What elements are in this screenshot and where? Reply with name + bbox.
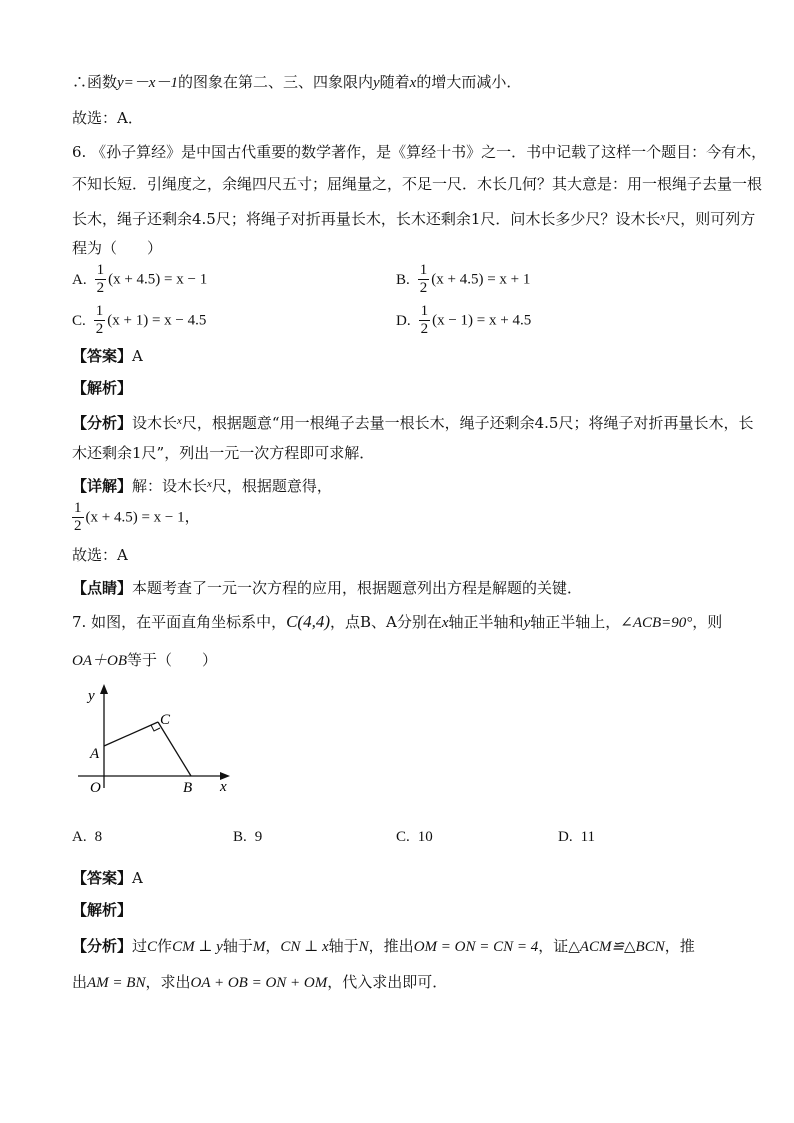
option-value: 8 [94,829,103,845]
text: 轴于 [328,937,359,955]
numerator: 1 [420,303,429,319]
text: ，推 [664,937,695,955]
answer-value: A [132,869,143,887]
text: 尺，根据题意“用一根绳子去量一根长木，绳子还剩余4.5尺；将绳子对折再量长木，长 [181,414,754,432]
point-c-coords: C(4,4) [286,612,331,631]
q6-text-line3 [72,207,755,229]
text: 等于（ ） [127,651,218,669]
equal-lengths: OM = ON = CN = 4 [413,939,539,955]
denominator: 2 [420,321,429,337]
option-value: 9 [254,829,263,845]
q6-xiangjie-line1 [72,474,332,496]
segment-cb [158,722,191,776]
q7-option-a [72,826,102,847]
conclusion-line [72,72,521,93]
fraction [418,262,430,297]
sum-eq: OA + OB = ON + OM [190,975,328,991]
answer-value: A [132,347,143,365]
text: 解：设木长 [132,477,208,495]
q7-fenxi-line1 [72,936,695,957]
detail-tag: 【详解】 [72,477,133,495]
equation-lhs: (x + 4.5) [431,271,484,288]
denominator: 2 [419,280,428,296]
q6-dianjing [72,578,582,598]
function-expr: y=－x－1 [117,75,178,91]
q7-option-d [558,826,595,847]
denominator: 2 [95,321,104,337]
q7-answer [72,868,143,888]
label-c: C [160,712,171,728]
equation-rhs: = x + 1 [483,271,531,288]
analysis-tag: 【分析】 [72,937,133,955]
label-o: O [90,780,101,796]
comment-tag: 【点睛】 [72,579,133,597]
q7-analysis-tag: 【解析】 [72,901,133,919]
perp-cn: CN ⊥ x [280,939,329,955]
congruence: △ACM≌△BCN [568,939,665,955]
q6-answer [72,346,143,366]
label-a: A [90,746,100,762]
var-x: x [207,478,212,490]
am-eq-bn: AM = BN [87,975,146,991]
equation-rhs: = x − 1 [160,271,208,288]
q7-text-line1 [72,612,722,633]
equation-rhs: = x + 4.5 [473,312,532,329]
text: ，代入求出即可． [327,973,448,991]
label-y: y [88,688,95,704]
option-label: B. [233,829,247,845]
q6-option-b [396,262,530,297]
choose-line: 故选：A． [72,109,143,127]
answer-tag: 【答案】 [72,869,133,887]
text: ，求出 [145,973,191,991]
option-label: A. [72,829,87,845]
fraction [95,262,107,297]
option-value: 10 [417,829,433,845]
answer-tag: 【答案】 [72,347,133,365]
text: ，点B、A分别在 [330,613,442,631]
q6-analysis-tag: 【解析】 [72,379,133,397]
q6-text-line1: 6. 《孙子算经》是中国古代重要的数学著作，是《算经十书》之一．书中记载了这样一个题目：今有木， [72,143,767,161]
option-label: C. [72,312,86,329]
q6-fenxi-line2: 木还剩余1尺”，列出一元一次方程即可求解． [72,444,375,462]
q6-option-a [72,262,207,297]
text: 出 [72,973,88,991]
q6-option-c [72,303,206,338]
text: 尺，则可列方 [665,210,756,228]
numerator: 1 [95,303,104,319]
option-label: C. [396,829,410,845]
text: 的增大而减小． [416,73,522,91]
q7-text-line2 [72,650,217,671]
var-y: y [372,75,380,91]
q6-equation [72,500,200,535]
var-n: N [358,939,369,955]
right-angle-mark [151,725,160,731]
var-x: x [409,75,417,91]
text: 随着 [379,73,410,91]
option-label: D. [396,312,411,329]
numerator: 1 [96,262,105,278]
text: 尺，根据题意得， [211,477,332,495]
option-value: 11 [580,829,596,845]
text: 设木长 [132,414,178,432]
equation-lhs: (x − 1) [432,312,474,329]
option-label: A. [72,271,87,288]
angle-acb: ∠ACB=90° [620,615,693,631]
text: 的图象在第二、三、四象限内 [177,73,373,91]
segment-ac [104,722,158,746]
equation-body: (x + 4.5) = x − 1， [85,509,200,526]
fraction [72,500,84,535]
q6-text-line2: 不知长短．引绳度之，余绳四尺五寸；屈绳量之，不足一尺．木长几何？其大意是：用一根绳子去量一根 [72,175,763,193]
text: 本题考查了一元一次方程的应用，根据题意列出方程是解题的关键． [132,579,583,597]
var-x: x [177,415,182,427]
text: 轴正半轴上， [530,613,621,631]
text: ，推出 [368,937,414,955]
q6-choose: 故选：A [72,546,128,564]
text: 过 [132,937,148,955]
fraction [419,303,431,338]
text: 轴正半轴和 [448,613,524,631]
denominator: 2 [96,280,105,296]
equation-rhs: = x − 4.5 [148,312,207,329]
label-x: x [220,779,227,795]
var-m: M [252,939,266,955]
y-axis-arrow [100,684,108,694]
var-x: x [441,615,449,631]
analysis-tag: 【分析】 [72,414,133,432]
equation-lhs: (x + 4.5) [108,271,161,288]
text: ，证 [538,937,569,955]
text: 长木，绳子还剩余4.5尺；将绳子对折再量长木，长木还剩余1尺．问木长多少尺？设木长 [72,210,661,228]
denominator: 2 [74,518,82,534]
numerator: 1 [419,262,428,278]
text: 7. 如图，在平面直角坐标系中， [72,613,287,631]
q6-fenxi-line1 [72,411,753,433]
oa-plus-ob: OA＋OB [72,653,127,669]
q7-figure [70,680,240,800]
label-b: B [183,780,193,796]
text: ， [265,937,281,955]
perp-cm: CM ⊥ y [172,939,223,955]
text: ∴函数 [72,73,118,91]
fraction [94,303,106,338]
q6-option-d [396,303,531,338]
text: ，则 [692,613,723,631]
text: 作 [157,937,173,955]
var-y: y [523,615,531,631]
equation-lhs: (x + 1) [107,312,149,329]
text: 轴于 [222,937,253,955]
q7-fenxi-line2 [72,972,447,993]
option-label: B. [396,271,410,288]
numerator: 1 [74,500,82,516]
option-label: D. [558,829,573,845]
q7-option-b [233,826,262,847]
q7-option-c [396,826,433,847]
var-c: C [147,939,158,955]
q6-text-line4: 程为（ ） [72,239,163,257]
var-x: x [660,211,666,223]
